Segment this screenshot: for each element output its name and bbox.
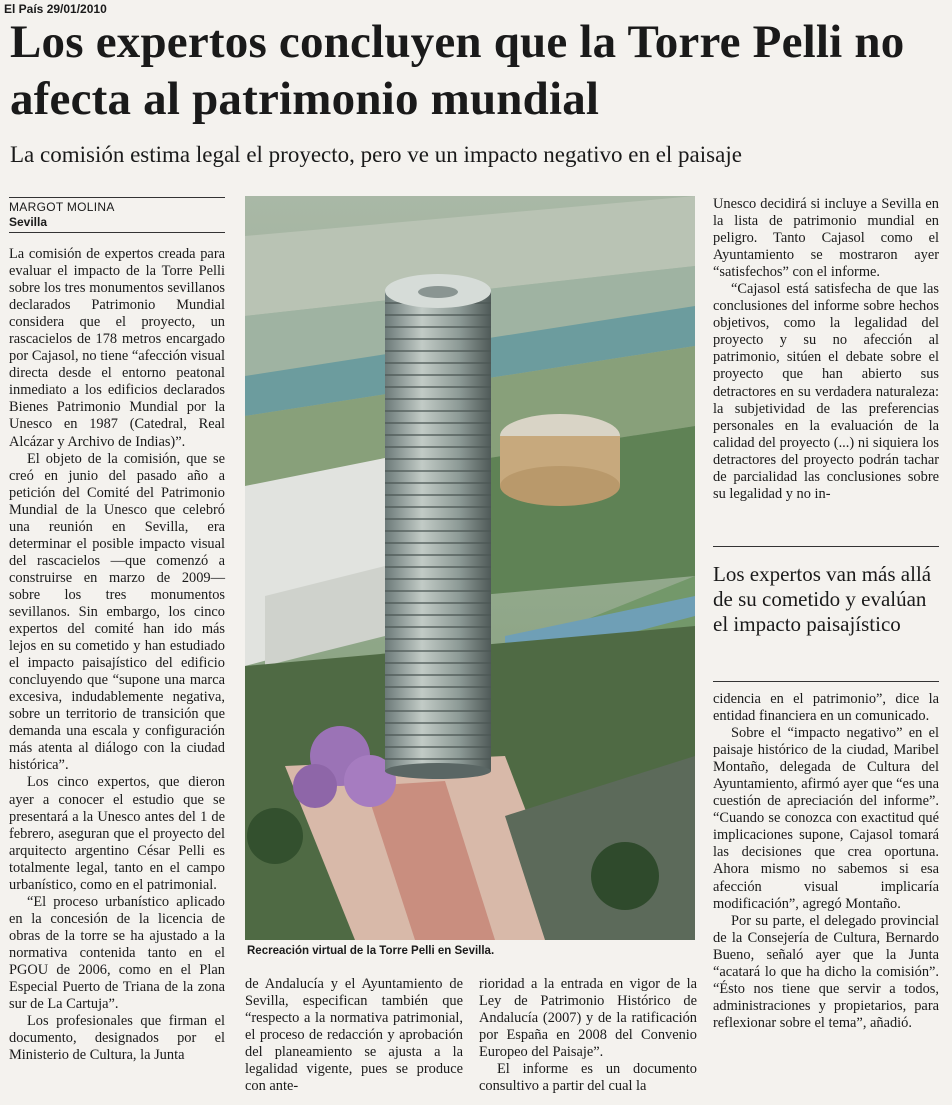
headline: Los expertos concluyen que la Torre Pelli no afecta al patrimonio mundial <box>10 16 905 125</box>
photo-caption: Recreación virtual de la Torre Pelli en Sevilla. <box>247 945 495 957</box>
article-column-4-top <box>713 196 939 503</box>
tower-render-photo <box>245 196 695 940</box>
article-column-4-bottom <box>713 691 939 1032</box>
pull-quote: Los expertos van más allá de su cometido y evalúan el impacto paisajístico <box>713 562 932 636</box>
column-rule <box>9 232 225 233</box>
article-column-1 <box>9 246 225 1064</box>
paragraph: “Cajasol está satisfecha de que las conclusiones del informe sobre hechos objetivos, como la legalidad del proyecto y su no afección al patrimonio, sitúen el debate sobre el proyecto que han abierto sus detractores en su verdadera naturaleza: la subjetividad de las preferencias personales en la evaluación de la calidad del proyecto (...) ni siquiera los detractores del proyecto podrán tachar de parcialidad las conclusiones sobre su legalidad y no in- <box>713 281 939 502</box>
paragraph: Sobre el “impacto negativo” en el paisaje histórico de la ciudad, Maribel Montaño, delegada de Cultura del Ayuntamiento, afirmó ayer que “es una cuestión de apreciación del informe”. “Cuando se conozca con exactitud qué implicaciones supone, Cajasol tomará las decisiones que crea oportuna. Ahora mismo no sabemos si esa afección visual implicaría modificación”, agregó Montaño. <box>713 725 939 912</box>
paragraph: Los profesionales que firman el documento, designados por el Ministerio de Cultura, la Junta <box>9 1013 225 1064</box>
paragraph: Los cinco expertos, que dieron ayer a conocer el estudio que se presentará a la Unesco antes del 1 de febrero, aseguran que el proyecto del arquitecto argentino César Pelli es totalmente legal, tanto en el campo urbanístico, como en el patrimonial. <box>9 774 225 893</box>
subheadline: La comisión estima legal el proyecto, pero ve un impacto negativo en el paisaje <box>10 142 742 167</box>
paragraph: cidencia en el patrimonio”, dice la entidad financiera en un comunicado. <box>713 691 939 725</box>
paragraph: “El proceso urbanístico aplicado en la concesión de la licencia de obras de la torre se ha ajustado a la normativa contenida tanto en el PGOU de 2006, como en el Plan Especial Puerto de Triana de la zona sur de La Cartuja”. <box>9 893 225 1013</box>
paragraph: de Andalucía y el Ayuntamiento de Sevilla, especifican también que “respecto a la normativa patrimonial, el proceso de redacción y aprobación del planeamiento se ajusta a la legalidad vigente, pues se produce con ante- <box>245 976 463 1095</box>
source-line: El País 29/01/2010 <box>4 2 107 16</box>
paragraph: La comisión de expertos creada para evaluar el impacto de la Torre Pelli sobre los tres monumentos sevillanos declarados Patrimonio Mundial considera que el proyecto, un rascacielos de 178 metros encargado por Cajasol, no tiene “afección visual directa desde el entorno peatonal inmediato a los edificios declarados Bienes Patrimonio Mundial por la Unesco en 1987 (Catedral, Real Alcázar y Archivo de Indias)”. <box>9 246 225 450</box>
location: Sevilla <box>9 215 48 229</box>
pull-quote-rule-top <box>713 546 939 547</box>
pull-quote-rule-bottom <box>713 681 939 682</box>
paragraph: Por su parte, el delegado provincial de la Consejería de Cultura, Bernardo Bueno, señaló ayer que la Junta “acatará lo que ha dicho la comisión”. “Ésto nos tiene que servir a todos, administraciones y propietarios, para reflexionar sobre el tema”, añadió. <box>713 912 939 1031</box>
article-column-2 <box>245 976 463 1095</box>
paragraph: El informe es un documento consultivo a partir del cual la <box>479 1061 697 1095</box>
byline-rule <box>9 197 225 198</box>
paragraph: Unesco decidirá si incluye a Sevilla en la lista de patrimonio mundial en peligro. Tanto Cajasol como el Ayuntamiento se mostraron ayer “satisfechos” con el informe. <box>713 196 939 281</box>
article-column-3 <box>479 976 697 1095</box>
paragraph: rioridad a la entrada en vigor de la Ley de Patrimonio Histórico de Andalucía (2007) y de la ratificación por España en 2008 del Convenio Europeo del Paisaje”. <box>479 976 697 1061</box>
paragraph: El objeto de la comisión, que se creó en junio del pasado año a petición del Comité del Patrimonio Mundial de la Unesco que celebró una reunión en Sevilla, era determinar el posible impacto visual del rascacielos —que comenzó a construirse en marzo de 2009— sobre los tres monumentos sevillanos. Sin embargo, los cinco expertos del comité han ido más lejos en su cometido y han estudiado el impacto paisajístico del edificio concluyendo que “supone una marca excesiva, indudablemente negativa, sobre un territorio de transición que demanda una escala y configuración más atenta al diálogo con la ciudad histórica”. <box>9 450 225 774</box>
byline: MARGOT MOLINA <box>9 200 115 214</box>
